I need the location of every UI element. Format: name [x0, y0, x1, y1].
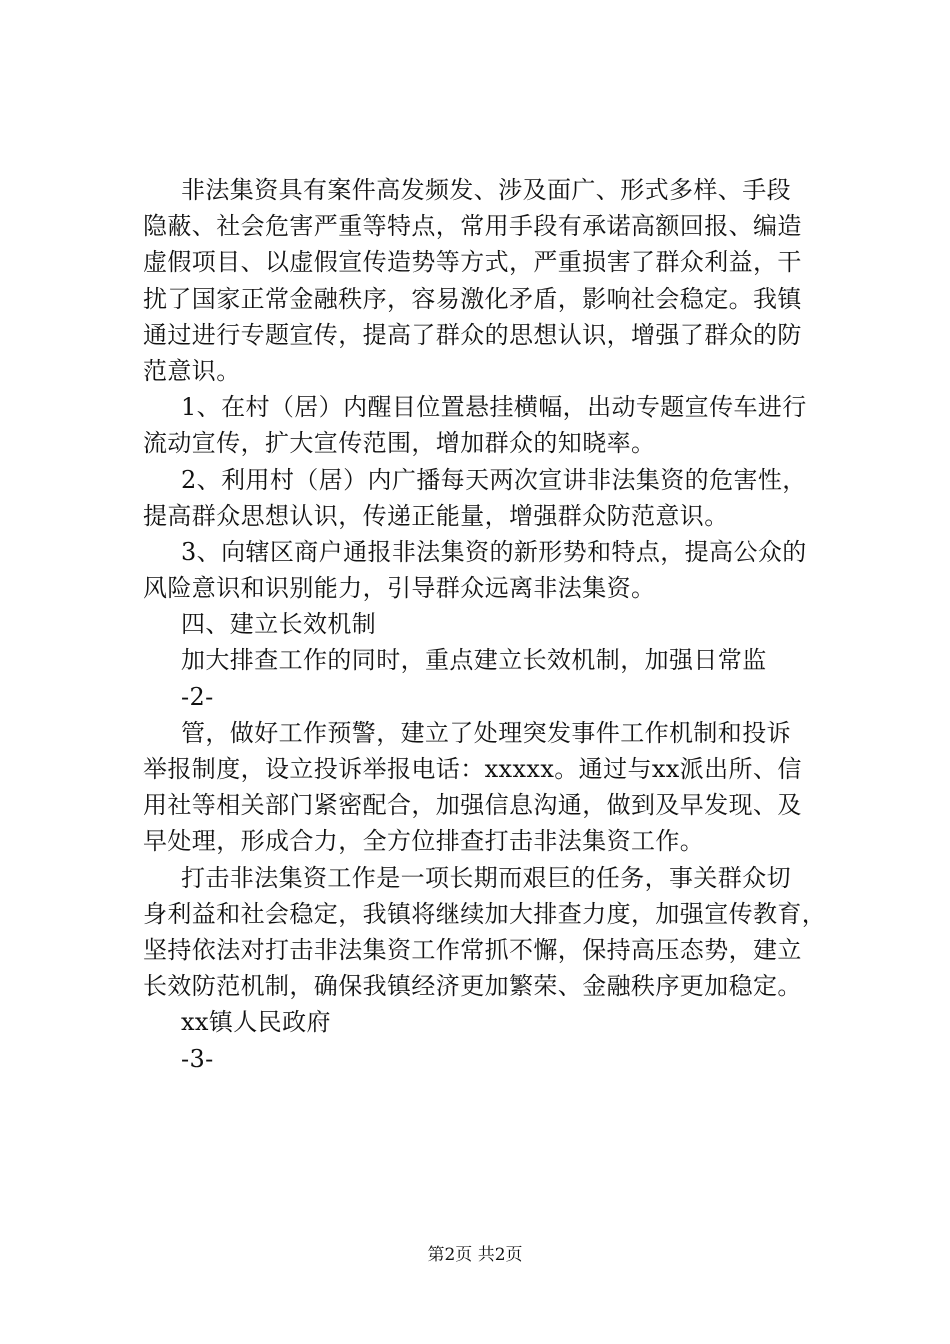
text-line: 早处理，形成合力，全方位排查打击非法集资工作。 [143, 827, 705, 856]
text-line: 虚假项目、以虚假宣传造势等方式，严重损害了群众利益，干 [143, 248, 802, 277]
text-line: 举报制度，设立投诉举报电话：xxxxx。通过与xx派出所、信 [143, 755, 802, 783]
text-line: 通过进行专题宣传，提高了群众的思想认识，增强了群众的防 [143, 320, 802, 349]
text-line: 扰了国家正常金融秩序，容易激化矛盾，影响社会稳定。我镇 [143, 284, 802, 313]
text-line: 身利益和社会稳定，我镇将继续加大排查力度，加强宣传教育， [143, 899, 827, 928]
text-line: 坚持依法对打击非法集资工作常抓不懈，保持高压态势，建立 [143, 935, 802, 964]
text-line: xx镇人民政府 [181, 1008, 331, 1037]
text-line: 2、利用村（居）内广播每天两次宣讲非法集资的危害性， [181, 465, 807, 494]
text-line: 长效防范机制，确保我镇经济更加繁荣、金融秩序更加稳定。 [143, 972, 802, 1001]
text-line: 1、在村（居）内醒目位置悬挂横幅，出动专题宣传车进行 [181, 393, 807, 422]
text-line: 四、建立长效机制 [181, 610, 377, 639]
page-footer: 第2页 共2页 [427, 1245, 523, 1265]
text-line: 用社等相关部门紧密配合，加强信息沟通，做到及早发现、及 [143, 791, 802, 820]
text-line: 提高群众思想认识，传递正能量，增强群众防范意识。 [143, 501, 729, 530]
text-line: 隐蔽、社会危害严重等特点，常用手段有承诺高额回报、编造 [143, 212, 802, 241]
text-line: 打击非法集资工作是一项长期而艰巨的任务，事关群众切 [181, 863, 791, 892]
text-line: 风险意识和识别能力，引导群众远离非法集资。 [143, 574, 656, 603]
text-line: 加大排查工作的同时，重点建立长效机制，加强日常监 [181, 646, 767, 675]
text-line: 管，做好工作预警，建立了处理突发事件工作机制和投诉 [181, 718, 791, 747]
text-line: 范意识。 [143, 356, 241, 385]
document-body [143, 172, 833, 1077]
text-line: 3、向辖区商户通报非法集资的新形势和特点，提高公众的 [181, 537, 807, 566]
text-line: -3- [181, 1044, 214, 1073]
text-line: 非法集资具有案件高发频发、涉及面广、形式多样、手段 [181, 176, 791, 204]
text-line: 流动宣传，扩大宣传范围，增加群众的知晓率。 [143, 429, 656, 458]
text-line: -2- [181, 682, 214, 711]
